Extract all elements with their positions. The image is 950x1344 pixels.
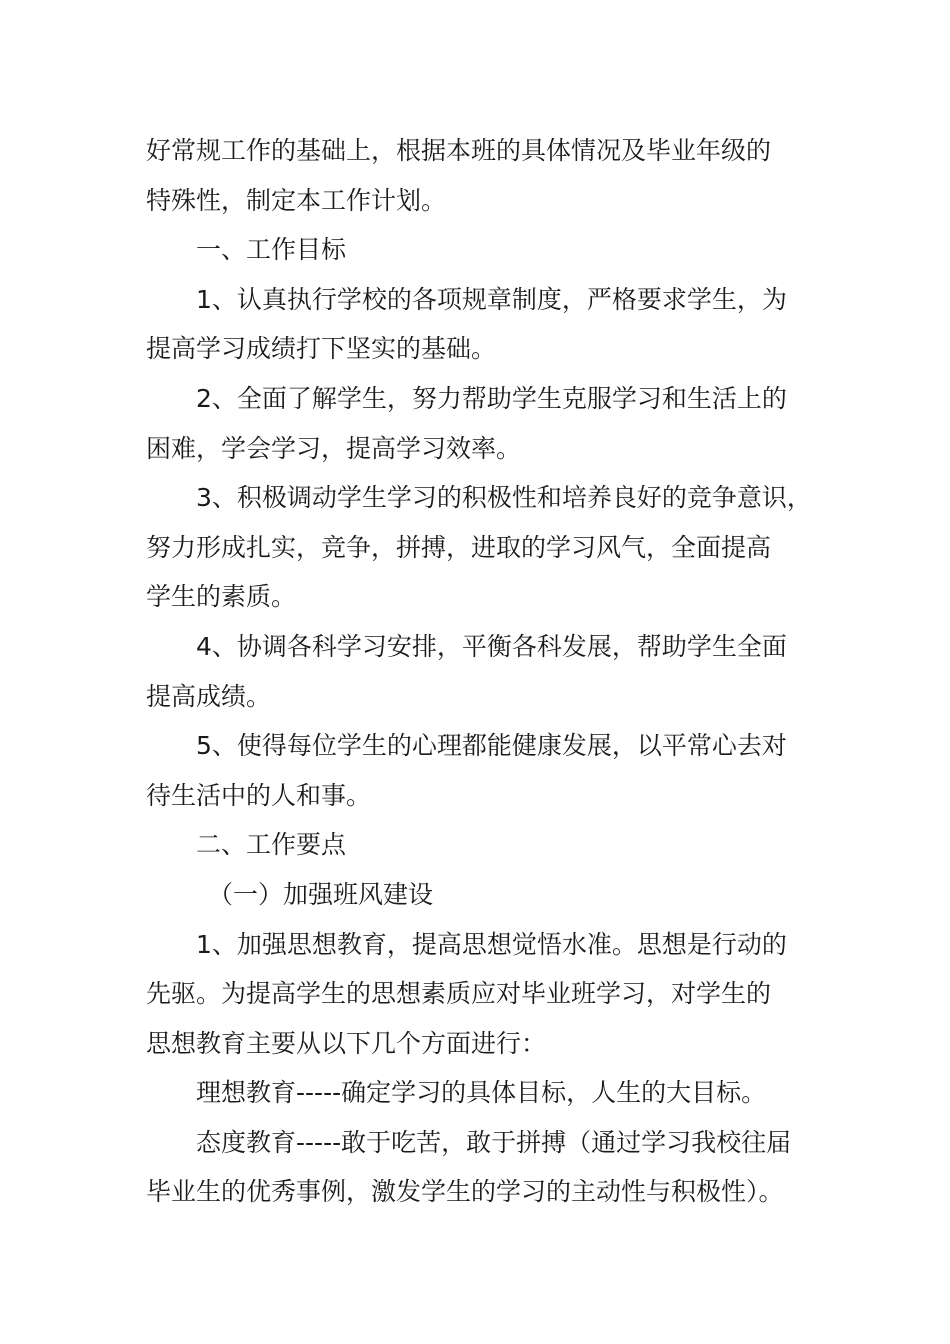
paragraph-line: 1、认真执行学校的各项规章制度，严格要求学生，为 xyxy=(196,284,787,314)
paragraph-line: 5、使得每位学生的心理都能健康发展，以平常心去对 xyxy=(196,731,787,761)
paragraph-line: 特殊性，制定本工作计划。 xyxy=(146,185,447,215)
subsection-heading: （一）加强班风建设 xyxy=(208,879,434,909)
paragraph-line: 好常规工作的基础上，根据本班的具体情况及毕业年级的 xyxy=(146,136,772,165)
paragraph-line: 提高学习成绩打下坚实的基础。 xyxy=(146,334,497,364)
paragraph-line: 毕业生的优秀事例，激发学生的学习的主动性与积极性）。 xyxy=(146,1177,784,1207)
paragraph-line: 理想教育-----确定学习的具体目标，人生的大目标。 xyxy=(196,1078,767,1108)
section-heading: 一、工作目标 xyxy=(196,235,347,265)
paragraph-line: 态度教育-----敢于吃苦，敢于拼搏（通过学习我校往届 xyxy=(196,1127,792,1157)
paragraph-line: 2、全面了解学生，努力帮助学生克服学习和生活上的 xyxy=(196,383,787,413)
paragraph-line: 先驱。为提高学生的思想素质应对毕业班学习，对学生的 xyxy=(146,979,772,1009)
paragraph-line: 待生活中的人和事。 xyxy=(146,780,372,810)
document-body xyxy=(146,126,814,1217)
paragraph-line: 提高成绩。 xyxy=(146,681,272,711)
section-heading: 二、工作要点 xyxy=(196,830,347,860)
paragraph-line: 4、协调各科学习安排，平衡各科发展，帮助学生全面 xyxy=(196,631,787,661)
paragraph-line: 思想教育主要从以下几个方面进行： xyxy=(146,1028,547,1058)
paragraph-line: 1、加强思想教育，提高思想觉悟水准。思想是行动的 xyxy=(196,929,787,959)
paragraph-line: 努力形成扎实，竞争，拼搏，进取的学习风气，全面提高 xyxy=(146,532,772,562)
paragraph-line: 困难，学会学习，提高学习效率。 xyxy=(146,433,522,463)
paragraph-line: 学生的素质。 xyxy=(146,582,297,612)
paragraph-line: 3、积极调动学生学习的积极性和培养良好的竞争意识， xyxy=(196,483,812,513)
